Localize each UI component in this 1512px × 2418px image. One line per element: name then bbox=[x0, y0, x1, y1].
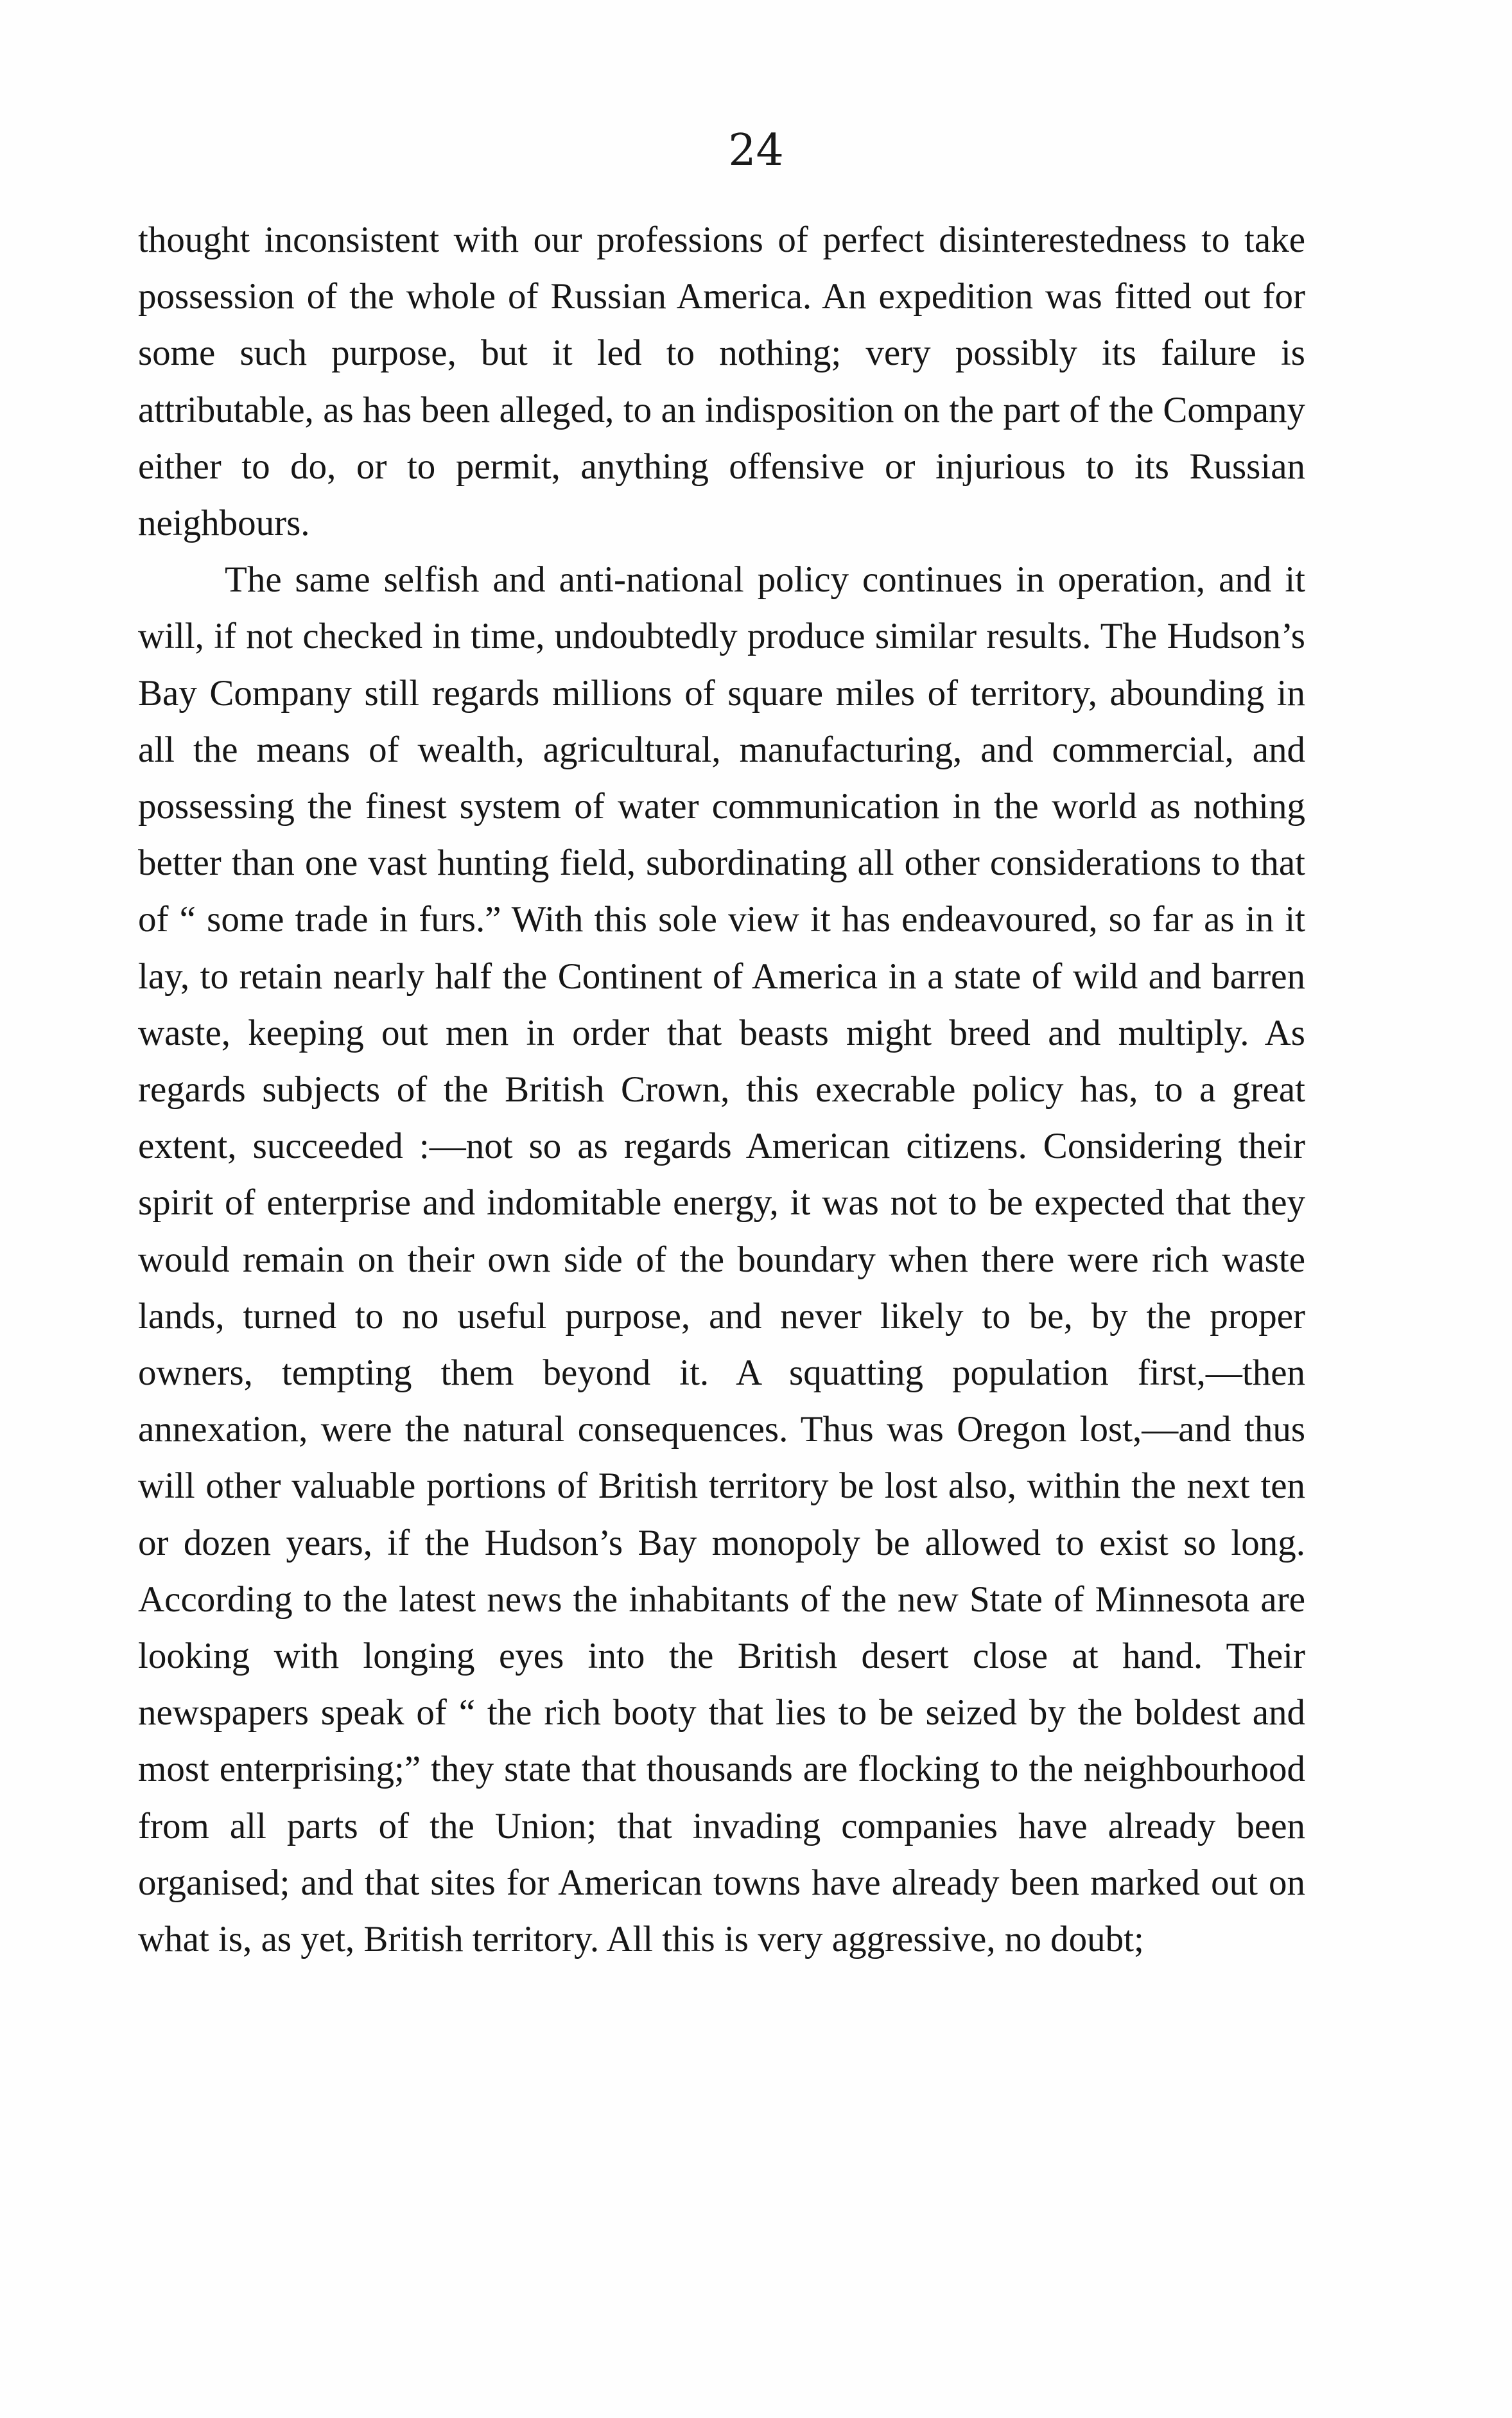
body-text bbox=[138, 212, 1305, 1968]
paragraph-continuation: thought inconsistent with our professions of perfect disinterestedness to take possession of the whole of Russian America. An expedition was fitted out for some such purpose, but it led to nothing; very possibly its failure is attributable, as has been alleged, to an indisposition on the part of the Company either to do, or to permit, anything offensive or injurious to its Russian neighbours. bbox=[138, 220, 1305, 544]
page-number: 24 bbox=[728, 125, 784, 176]
paragraph-policy: The same selfish and anti-national policy continues in operation, and it will, if not checked in time, undoubtedly produce similar results. The Hudson’s Bay Company still regards millions of square miles of territory, abounding in all the means of wealth, agricultural, manufacturing, and commercial, and possessing the finest system of water communication in the world as nothing better than one vast hunting field, subordinating all other considerations to that of “ some trade in furs.” With this sole view it has endeavoured, so far as in it lay, to retain nearly half the Continent of America in a state of wild and barren waste, keeping out men in order that beasts might breed and multiply. As regards subjects of the British Crown, this execrable policy has, to a great extent, succeeded :—not so as regards American citizens. Considering their spirit of enterprise and indomitable energy, it was not to be expected that they would remain on their own side of the boundary when there were rich waste lands, turned to no useful purpose, and never likely to be, by the proper owners, tempting them beyond it. A squatting population first,—then annexation, were the natural consequences. Thus was Oregon lost,—and thus will other valuable portions of British territory be lost also, within the next ten or dozen years, if the Hudson’s Bay monopoly be allowed to exist so long. According to the latest news the inhabitants of the new State of Minnesota are looking with longing eyes into the British desert close at hand. Their newspapers speak of “ the rich booty that lies to be seized by the boldest and most enterprising;” they state that thousands are flocking to the neighbourhood from all parts of the Union; that invading companies have already been organised; and that sites for American towns have already been marked out on what is, as yet, British territory. All this is very aggressive, no doubt; bbox=[138, 559, 1305, 1960]
